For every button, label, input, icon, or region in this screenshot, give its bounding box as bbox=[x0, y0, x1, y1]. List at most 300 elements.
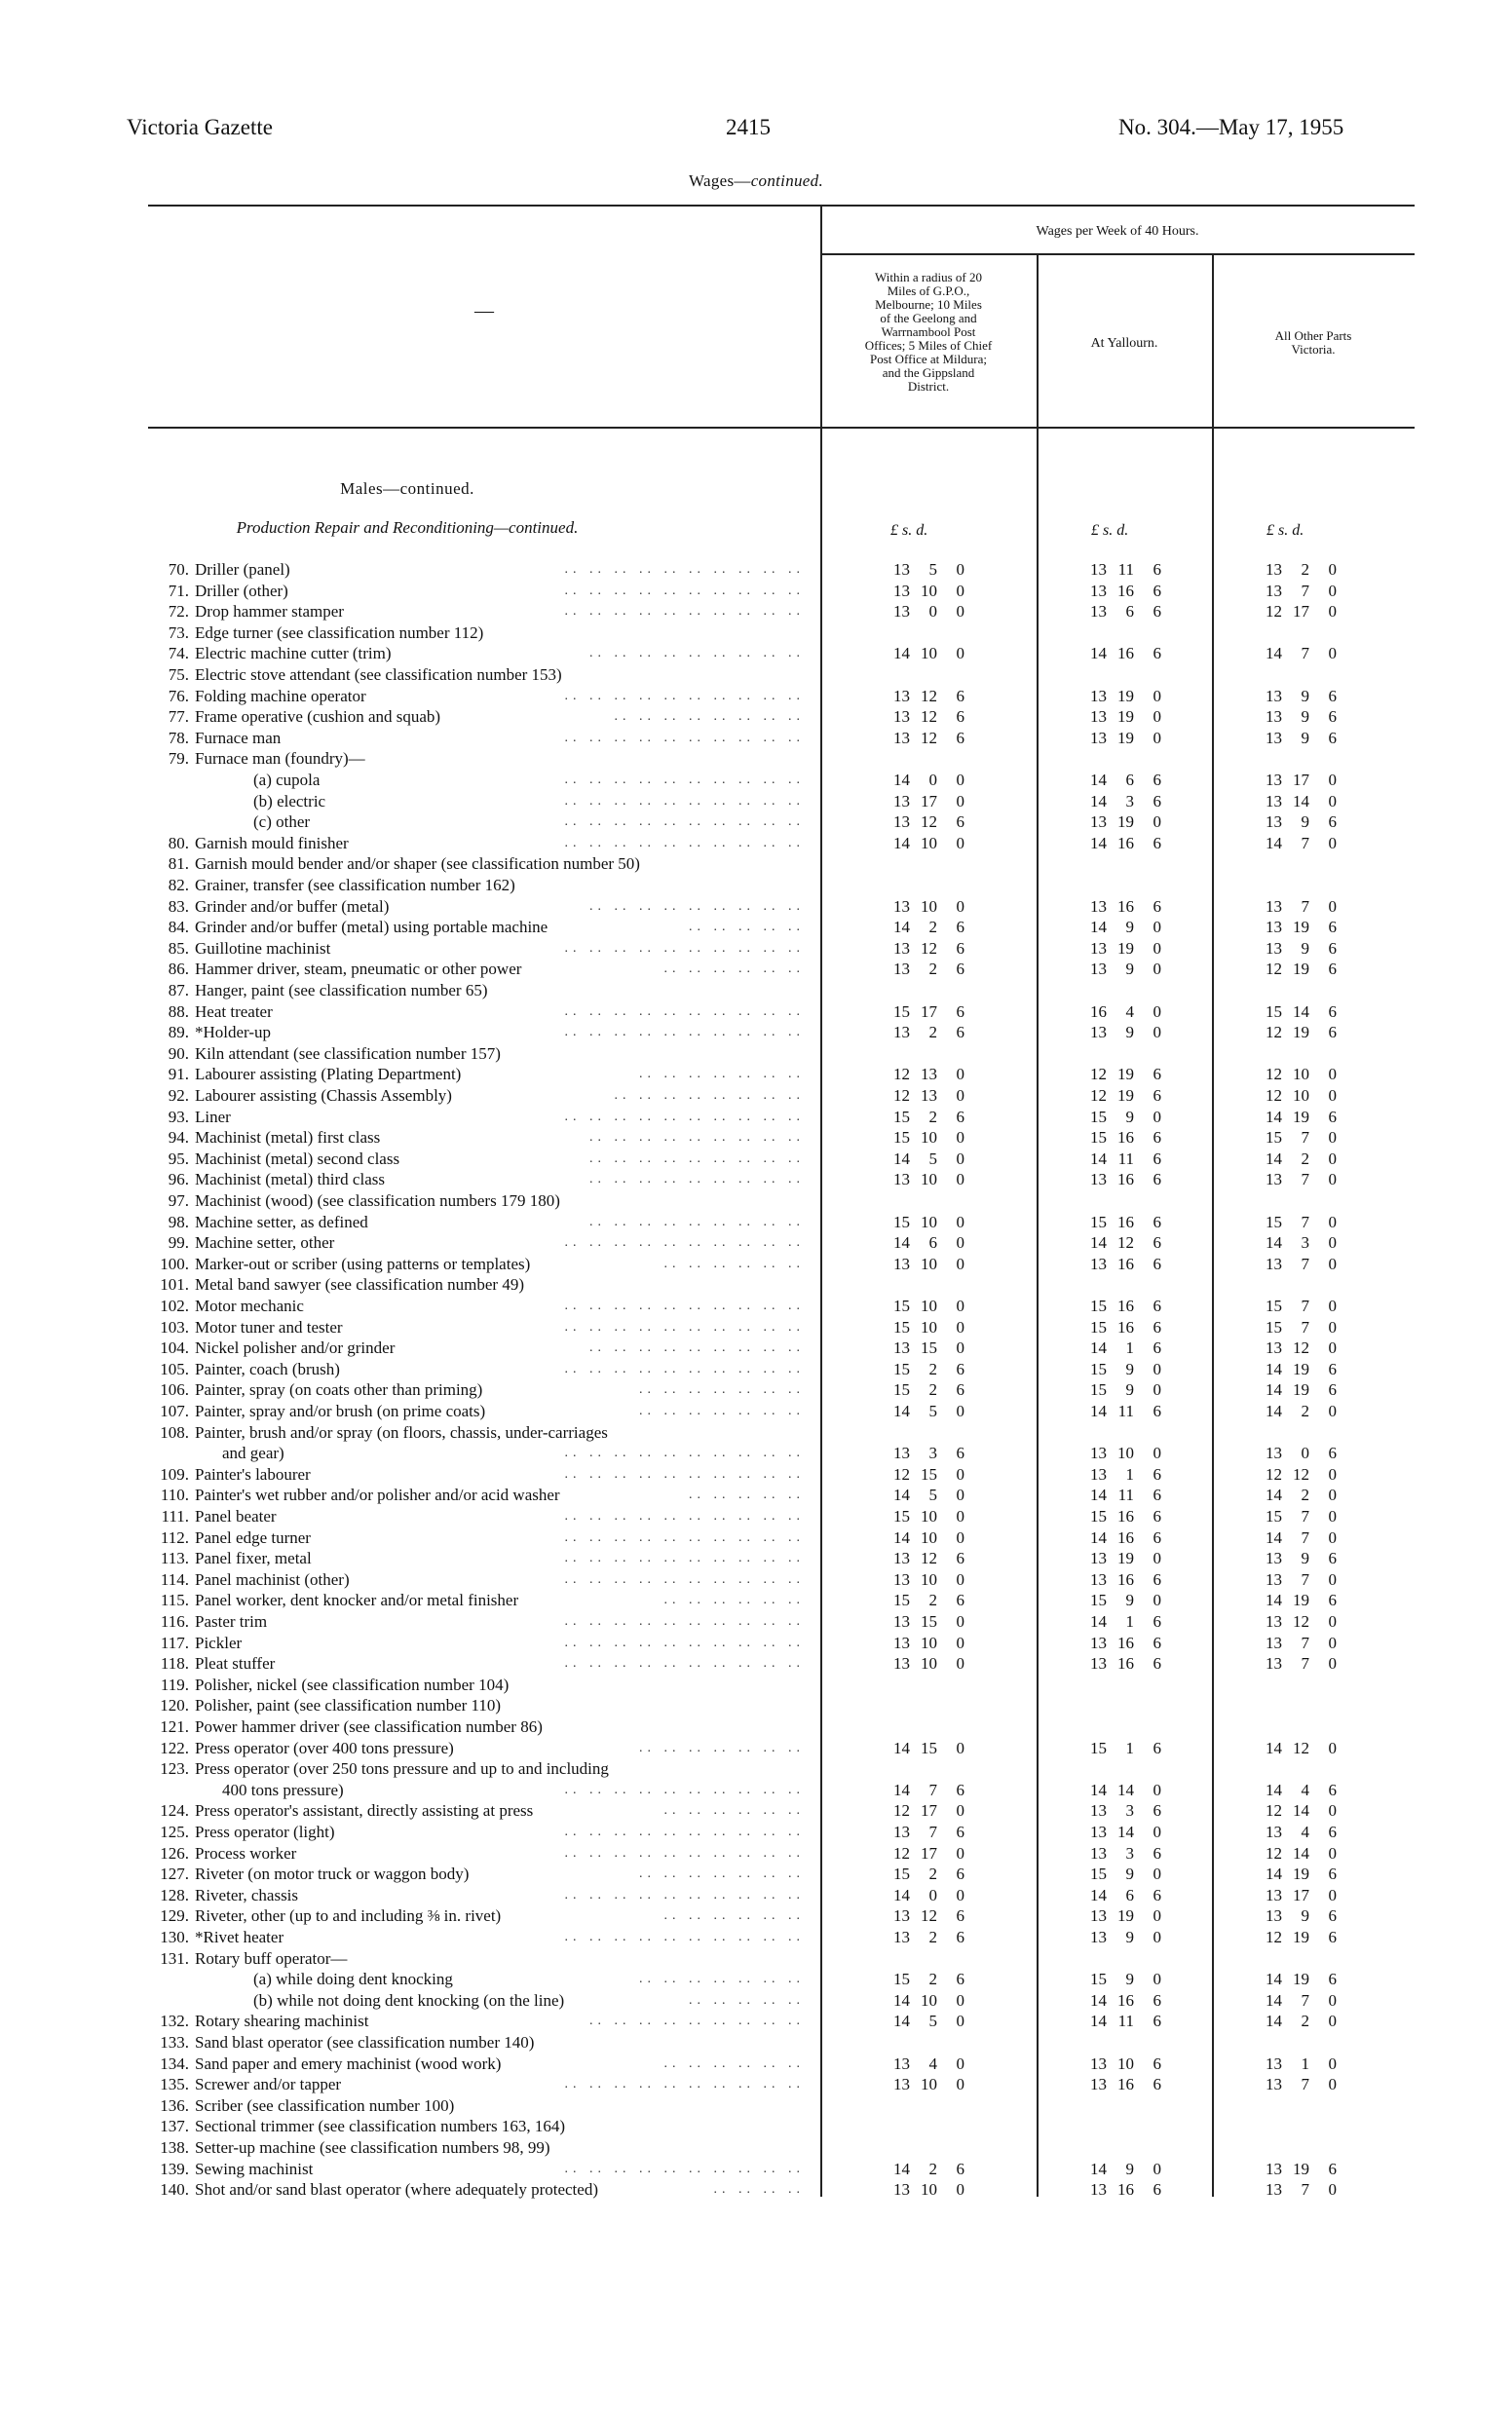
wage-yallourn bbox=[1079, 1001, 1161, 1023]
wage-other-parts-pence: 6 bbox=[1328, 812, 1337, 832]
leader-dots: .. .. .. .. .. .. .. .. .. .. bbox=[564, 1571, 805, 1587]
wage-yallourn-pence: 6 bbox=[1153, 896, 1161, 916]
classification-description: Setter-up machine (see classification numbers 98, 99) bbox=[195, 2138, 550, 2157]
leader-dots: .. .. .. .. .. .. .. .. .. .. bbox=[564, 1635, 805, 1650]
wage-yallourn-pence: 0 bbox=[1153, 1359, 1161, 1378]
wage-other-parts-shillings: 7 bbox=[1301, 1128, 1309, 1148]
table-row bbox=[0, 1527, 1512, 1549]
wage-yallourn bbox=[1079, 1506, 1161, 1527]
table-row bbox=[0, 581, 1512, 602]
wage-yallourn bbox=[1079, 1317, 1161, 1338]
page-number: 2415 bbox=[726, 115, 771, 139]
wage-melbourne-shillings: 3 bbox=[928, 1444, 937, 1463]
wage-melbourne-shillings: 10 bbox=[921, 1297, 937, 1315]
wage-melbourne bbox=[883, 1232, 964, 1254]
table-row bbox=[0, 1506, 1512, 1527]
wage-other-parts bbox=[1255, 1338, 1337, 1359]
wage-yallourn-pence: 6 bbox=[1153, 560, 1161, 579]
wage-yallourn-pence: 6 bbox=[1153, 644, 1161, 663]
wage-melbourne-shillings: 2 bbox=[928, 1928, 937, 1946]
classification-description: Furnace man (foundry)— bbox=[195, 749, 365, 769]
table-row bbox=[0, 1422, 1512, 1444]
wage-yallourn bbox=[1079, 938, 1161, 960]
classification-number: 75. bbox=[168, 665, 189, 684]
wage-yallourn-pounds: 13 bbox=[1090, 1633, 1107, 1652]
classification-number: 79. bbox=[168, 749, 189, 769]
wage-melbourne-pence: 0 bbox=[956, 2054, 964, 2073]
wage-yallourn-pounds: 14 bbox=[1090, 1233, 1107, 1253]
wage-other-parts bbox=[1255, 1169, 1337, 1190]
wage-yallourn-pounds: 13 bbox=[1090, 581, 1107, 600]
wage-melbourne-shillings: 2 bbox=[928, 1591, 937, 1610]
wage-yallourn-pounds: 13 bbox=[1090, 602, 1107, 622]
wage-other-parts bbox=[1255, 1359, 1337, 1380]
wage-yallourn-shillings: 11 bbox=[1117, 1402, 1134, 1420]
table-row bbox=[0, 1695, 1512, 1716]
table-row bbox=[0, 2159, 1512, 2180]
table-row bbox=[0, 559, 1512, 581]
wage-other-parts-pence: 6 bbox=[1328, 686, 1337, 705]
wage-melbourne-pounds: 13 bbox=[893, 560, 910, 579]
wage-yallourn-shillings: 16 bbox=[1117, 1317, 1134, 1337]
wage-melbourne-pence: 6 bbox=[956, 1444, 964, 1463]
wage-yallourn-shillings: 6 bbox=[1125, 602, 1134, 622]
wage-yallourn-shillings: 9 bbox=[1125, 1359, 1134, 1378]
classification-number: 116. bbox=[160, 1612, 189, 1631]
table-row bbox=[0, 811, 1512, 833]
classification-number: 107. bbox=[160, 1402, 189, 1420]
wage-melbourne-pounds: 13 bbox=[893, 938, 910, 958]
wage-yallourn-pounds: 15 bbox=[1090, 1297, 1107, 1315]
wage-other-parts-shillings: 9 bbox=[1301, 707, 1309, 727]
classification-number: 109. bbox=[160, 1464, 189, 1484]
classification-number: 72. bbox=[168, 602, 189, 622]
wage-melbourne bbox=[883, 1885, 964, 1906]
wage-melbourne-pence: 6 bbox=[956, 686, 964, 705]
classification-description: Press operator (over 250 tons pressure and up to and including bbox=[195, 1759, 609, 1779]
wage-melbourne-pence: 6 bbox=[956, 1001, 964, 1021]
wage-other-parts-pence: 6 bbox=[1328, 707, 1337, 727]
wage-melbourne bbox=[883, 2159, 964, 2180]
classification-description: Painter's labourer bbox=[195, 1464, 311, 1484]
classification-number: 84. bbox=[168, 918, 189, 937]
classification-number: 128. bbox=[160, 1885, 189, 1904]
wage-yallourn bbox=[1079, 1379, 1161, 1401]
wage-other-parts-shillings: 17 bbox=[1293, 771, 1309, 789]
wage-yallourn-pounds: 13 bbox=[1090, 938, 1107, 958]
wage-melbourne-shillings: 10 bbox=[921, 1212, 937, 1231]
classification-number: 134. bbox=[160, 2054, 189, 2073]
wage-yallourn-shillings: 9 bbox=[1125, 1380, 1134, 1400]
wage-yallourn bbox=[1079, 1548, 1161, 1569]
wage-melbourne-shillings: 15 bbox=[921, 1464, 937, 1484]
column-header-other-parts-line: All Other Parts bbox=[1274, 328, 1352, 343]
table-row bbox=[0, 917, 1512, 938]
wage-other-parts bbox=[1255, 1864, 1337, 1885]
wage-melbourne-shillings: 6 bbox=[928, 1233, 937, 1253]
wage-melbourne-pence: 0 bbox=[956, 1170, 964, 1189]
wage-yallourn-pounds: 15 bbox=[1090, 1865, 1107, 1884]
wage-melbourne-pence: 0 bbox=[956, 1843, 964, 1863]
leader-dots: .. .. .. .. .. .. .. .. .. .. bbox=[564, 1887, 805, 1903]
table-row bbox=[0, 791, 1512, 812]
wage-melbourne-pounds: 13 bbox=[893, 1023, 910, 1042]
wage-other-parts-pounds: 13 bbox=[1266, 560, 1282, 579]
wage-other-parts-pounds: 13 bbox=[1266, 1823, 1282, 1841]
classification-number: 113. bbox=[160, 1549, 189, 1568]
wage-other-parts bbox=[1255, 1548, 1337, 1569]
classification-description: (b) electric bbox=[253, 791, 326, 810]
leader-dots: .. .. .. .. .. .. .. bbox=[639, 1740, 805, 1755]
wage-yallourn bbox=[1079, 1822, 1161, 1843]
wage-other-parts-pounds: 13 bbox=[1266, 1170, 1282, 1189]
wage-yallourn-pounds: 13 bbox=[1090, 1464, 1107, 1484]
wage-yallourn-pence: 0 bbox=[1153, 707, 1161, 727]
wage-other-parts bbox=[1255, 1232, 1337, 1254]
classification-description: (a) while doing dent knocking bbox=[253, 1970, 453, 1989]
wage-yallourn bbox=[1079, 811, 1161, 833]
wage-melbourne-pence: 6 bbox=[956, 1780, 964, 1799]
classification-description: Liner bbox=[195, 1107, 231, 1126]
wage-yallourn bbox=[1079, 1633, 1161, 1654]
leader-dots: .. .. .. .. .. bbox=[689, 1992, 805, 2008]
table-row bbox=[0, 1905, 1512, 1927]
table-row bbox=[0, 728, 1512, 749]
wage-yallourn-pounds: 13 bbox=[1090, 1843, 1107, 1863]
wage-yallourn-pounds: 13 bbox=[1090, 1170, 1107, 1189]
leader-dots: .. .. .. .. .. .. .. .. .. bbox=[589, 1340, 805, 1356]
wage-other-parts-pence: 0 bbox=[1328, 1486, 1337, 1505]
wage-other-parts-pence: 0 bbox=[1328, 2180, 1337, 2200]
wage-melbourne-shillings: 2 bbox=[928, 918, 937, 937]
classification-number: 82. bbox=[168, 876, 189, 894]
wage-melbourne bbox=[883, 1780, 964, 1801]
wage-melbourne-pounds: 14 bbox=[893, 1402, 910, 1420]
leader-dots: .. .. .. .. .. .. .. .. .. bbox=[589, 1150, 805, 1166]
wage-melbourne-pounds: 13 bbox=[893, 707, 910, 727]
wage-yallourn-pence: 0 bbox=[1153, 1380, 1161, 1400]
leader-dots: .. .. .. .. .. .. bbox=[663, 1908, 805, 1924]
wage-other-parts-pence: 6 bbox=[1328, 1865, 1337, 1884]
wage-yallourn-shillings: 19 bbox=[1117, 1086, 1134, 1105]
wage-other-parts-pence: 0 bbox=[1328, 1233, 1337, 1253]
wage-melbourne-pounds: 13 bbox=[893, 2075, 910, 2094]
wage-melbourne-pounds: 14 bbox=[893, 1885, 910, 1904]
wage-other-parts bbox=[1255, 1885, 1337, 1906]
classification-number: 93. bbox=[168, 1107, 189, 1126]
table-row bbox=[0, 1379, 1512, 1401]
table-row bbox=[0, 896, 1512, 918]
classification-description: Painter, coach (brush) bbox=[195, 1359, 340, 1378]
wage-yallourn-pence: 6 bbox=[1153, 1254, 1161, 1273]
wage-yallourn-pence: 6 bbox=[1153, 1317, 1161, 1337]
wage-other-parts bbox=[1255, 1485, 1337, 1506]
wage-melbourne-pence: 0 bbox=[956, 1507, 964, 1526]
wage-other-parts-shillings: 4 bbox=[1301, 1823, 1309, 1841]
wage-melbourne-pounds: 15 bbox=[893, 1970, 910, 1989]
wage-other-parts-pence: 0 bbox=[1328, 1654, 1337, 1674]
table-row bbox=[0, 1464, 1512, 1486]
leader-dots: .. .. .. .. .. .. .. .. .. .. bbox=[564, 1003, 805, 1019]
wage-other-parts-shillings: 3 bbox=[1301, 1233, 1309, 1253]
wage-yallourn-shillings: 16 bbox=[1117, 1297, 1134, 1315]
leader-dots: .. .. .. .. .. .. .. .. .. .. bbox=[564, 1551, 805, 1566]
table-row bbox=[0, 1190, 1512, 1212]
leader-dots: .. .. .. .. .. bbox=[689, 1488, 805, 1503]
wage-melbourne-shillings: 5 bbox=[928, 2012, 937, 2031]
leader-dots: .. .. .. .. .. .. .. .. .. .. bbox=[564, 940, 805, 956]
wage-yallourn-shillings: 16 bbox=[1117, 1128, 1134, 1148]
classification-number: 108. bbox=[160, 1422, 189, 1442]
table-row bbox=[0, 1485, 1512, 1506]
classification-number: 137. bbox=[160, 2117, 189, 2136]
wage-melbourne-pence: 0 bbox=[956, 1317, 964, 1337]
wage-melbourne bbox=[883, 1611, 964, 1633]
table-row bbox=[0, 1822, 1512, 1843]
wage-melbourne-pounds: 15 bbox=[893, 1001, 910, 1021]
wage-other-parts bbox=[1255, 1800, 1337, 1822]
table-row bbox=[0, 2074, 1512, 2095]
wage-other-parts-pence: 0 bbox=[1328, 1317, 1337, 1337]
wage-melbourne bbox=[883, 1359, 964, 1380]
wage-yallourn-pounds: 14 bbox=[1090, 833, 1107, 852]
wage-yallourn-pounds: 14 bbox=[1090, 771, 1107, 789]
wage-other-parts-pounds: 14 bbox=[1266, 1233, 1282, 1253]
leader-dots: .. .. .. .. .. .. .. .. .. .. bbox=[564, 793, 805, 809]
classification-description: Machinist (metal) second class bbox=[195, 1149, 400, 1168]
wage-yallourn-pence: 6 bbox=[1153, 833, 1161, 852]
wage-other-parts-pounds: 12 bbox=[1266, 1065, 1282, 1084]
classification-description: Nickel polisher and/or grinder bbox=[195, 1338, 396, 1358]
wage-yallourn-shillings: 19 bbox=[1117, 707, 1134, 727]
classification-number: 123. bbox=[160, 1759, 189, 1779]
classification-description: Sand blast operator (see classification number 140) bbox=[195, 2033, 535, 2052]
classification-description: Motor mechanic bbox=[195, 1297, 304, 1315]
table-row bbox=[0, 938, 1512, 960]
classification-description: Rotary shearing machinist bbox=[195, 2012, 369, 2031]
wage-yallourn bbox=[1079, 770, 1161, 791]
leader-dots: .. .. .. .. .. .. .. .. .. .. bbox=[564, 814, 805, 830]
classification-number: 98. bbox=[168, 1212, 189, 1231]
classification-number: 121. bbox=[160, 1717, 189, 1736]
wage-melbourne bbox=[883, 959, 964, 980]
wage-other-parts bbox=[1255, 2159, 1337, 2180]
wage-other-parts-pounds: 14 bbox=[1266, 644, 1282, 663]
wage-yallourn-pence: 0 bbox=[1153, 2159, 1161, 2178]
wage-other-parts-pounds: 13 bbox=[1266, 1633, 1282, 1652]
leader-dots: .. .. .. .. .. .. .. .. .. .. bbox=[564, 1782, 805, 1797]
wage-melbourne-pence: 0 bbox=[956, 1338, 964, 1358]
wage-yallourn-shillings: 16 bbox=[1117, 896, 1134, 916]
wage-melbourne-pounds: 14 bbox=[893, 918, 910, 937]
section-heading: Production Repair and Reconditioning—continued. bbox=[236, 518, 579, 537]
wage-other-parts-pounds: 13 bbox=[1266, 728, 1282, 747]
wage-melbourne bbox=[883, 917, 964, 938]
classification-description: Panel machinist (other) bbox=[195, 1569, 350, 1589]
wage-other-parts-pence: 0 bbox=[1328, 2075, 1337, 2094]
classification-description: Guillotine machinist bbox=[195, 938, 331, 958]
wage-yallourn-pence: 0 bbox=[1153, 1591, 1161, 1610]
wage-yallourn-pence: 6 bbox=[1153, 771, 1161, 789]
wage-other-parts bbox=[1255, 581, 1337, 602]
wage-other-parts-shillings: 7 bbox=[1301, 1633, 1309, 1652]
wage-yallourn-pence: 6 bbox=[1153, 1990, 1161, 2010]
wage-yallourn-pounds: 15 bbox=[1090, 1128, 1107, 1148]
wage-yallourn bbox=[1079, 1149, 1161, 1170]
wage-other-parts bbox=[1255, 1379, 1337, 1401]
wage-melbourne-pence: 0 bbox=[956, 1254, 964, 1273]
classification-description: Machine setter, as defined bbox=[195, 1212, 368, 1231]
wage-other-parts-shillings: 19 bbox=[1293, 960, 1309, 979]
wage-melbourne-pence: 6 bbox=[956, 1107, 964, 1126]
wage-other-parts-shillings: 7 bbox=[1301, 1507, 1309, 1526]
wage-melbourne bbox=[883, 581, 964, 602]
classification-description: Polisher, paint (see classification number 110) bbox=[195, 1696, 502, 1715]
wage-yallourn-shillings: 16 bbox=[1117, 833, 1134, 852]
wage-other-parts-pence: 6 bbox=[1328, 1591, 1337, 1610]
classification-description: Rotary buff operator— bbox=[195, 1948, 348, 1968]
wage-melbourne-pence: 6 bbox=[956, 1906, 964, 1926]
table-row bbox=[0, 959, 1512, 980]
wage-other-parts-shillings: 19 bbox=[1293, 1865, 1309, 1884]
leader-dots: .. .. .. .. .. .. bbox=[663, 1593, 805, 1608]
wage-other-parts-shillings: 12 bbox=[1293, 1338, 1309, 1358]
wage-melbourne bbox=[883, 1001, 964, 1023]
wage-other-parts-pence: 0 bbox=[1328, 1338, 1337, 1358]
classification-description: Paster trim bbox=[195, 1612, 268, 1631]
wage-yallourn-pence: 0 bbox=[1153, 1823, 1161, 1841]
wage-melbourne-pounds: 15 bbox=[893, 1107, 910, 1126]
wage-melbourne-shillings: 12 bbox=[921, 686, 937, 705]
wage-yallourn-shillings: 11 bbox=[1117, 2012, 1134, 2031]
wage-yallourn-pounds: 14 bbox=[1090, 1486, 1107, 1505]
classification-number: 81. bbox=[168, 854, 189, 874]
wage-yallourn-shillings: 12 bbox=[1117, 1233, 1134, 1253]
wage-other-parts-pounds: 12 bbox=[1266, 1464, 1282, 1484]
wage-yallourn-shillings: 16 bbox=[1117, 1170, 1134, 1189]
wage-other-parts-pounds: 13 bbox=[1266, 1612, 1282, 1631]
wage-melbourne-pounds: 15 bbox=[893, 1359, 910, 1378]
wage-yallourn-pence: 6 bbox=[1153, 1569, 1161, 1589]
leader-dots: .. .. .. .. .. .. .. .. .. .. bbox=[564, 1529, 805, 1545]
wage-other-parts-pence: 0 bbox=[1328, 1464, 1337, 1484]
wage-melbourne bbox=[883, 2054, 964, 2075]
wage-other-parts bbox=[1255, 1443, 1337, 1464]
wage-yallourn-pounds: 14 bbox=[1090, 918, 1107, 937]
classification-number: 130. bbox=[160, 1928, 189, 1946]
units-col1: £ s. d. bbox=[890, 522, 928, 539]
wage-melbourne bbox=[883, 1212, 964, 1233]
table-row bbox=[0, 1043, 1512, 1065]
wage-melbourne bbox=[883, 706, 964, 728]
wage-other-parts-pounds: 13 bbox=[1266, 707, 1282, 727]
wage-other-parts-pence: 0 bbox=[1328, 896, 1337, 916]
wage-melbourne bbox=[883, 1169, 964, 1190]
group-header-rule bbox=[820, 253, 1415, 255]
wage-other-parts-shillings: 19 bbox=[1293, 2159, 1309, 2178]
wage-yallourn-pounds: 15 bbox=[1090, 1212, 1107, 1231]
wage-melbourne bbox=[883, 1022, 964, 1043]
classification-number: 127. bbox=[160, 1865, 189, 1884]
leader-dots: .. .. .. .. .. .. .. .. .. .. bbox=[564, 562, 805, 577]
wage-melbourne bbox=[883, 1822, 964, 1843]
wage-other-parts-pounds: 14 bbox=[1266, 1780, 1282, 1799]
classification-description: Power hammer driver (see classification number 86) bbox=[195, 1717, 543, 1736]
wage-melbourne bbox=[883, 770, 964, 791]
leader-dots: .. .. .. .. .. .. bbox=[663, 961, 805, 977]
wage-other-parts-pence: 0 bbox=[1328, 1254, 1337, 1273]
leader-dots: .. .. .. .. .. .. .. .. .. .. bbox=[564, 730, 805, 745]
wage-yallourn-shillings: 11 bbox=[1117, 1486, 1134, 1505]
wage-yallourn-pounds: 14 bbox=[1090, 1338, 1107, 1358]
wage-yallourn-shillings: 19 bbox=[1117, 1549, 1134, 1568]
wage-other-parts-pence: 0 bbox=[1328, 791, 1337, 810]
wage-yallourn bbox=[1079, 559, 1161, 581]
wage-melbourne-pounds: 12 bbox=[893, 1843, 910, 1863]
wage-yallourn-pence: 6 bbox=[1153, 1086, 1161, 1105]
wage-melbourne-shillings: 10 bbox=[921, 1990, 937, 2010]
wage-yallourn-pence: 6 bbox=[1153, 1149, 1161, 1168]
wage-other-parts bbox=[1255, 896, 1337, 918]
wage-other-parts-pence: 0 bbox=[1328, 771, 1337, 789]
wage-other-parts bbox=[1255, 1401, 1337, 1422]
wage-yallourn-pence: 6 bbox=[1153, 1654, 1161, 1674]
classification-description: Sand paper and emery machinist (wood work) bbox=[195, 2054, 502, 2073]
table-row bbox=[0, 1800, 1512, 1822]
classification-description: 400 tons pressure) bbox=[222, 1780, 344, 1799]
wage-melbourne-pounds: 15 bbox=[893, 1380, 910, 1400]
wage-other-parts-pence: 0 bbox=[1328, 2054, 1337, 2073]
wage-other-parts-shillings: 7 bbox=[1301, 1254, 1309, 1273]
classification-number: 133. bbox=[160, 2033, 189, 2052]
wage-yallourn bbox=[1079, 1169, 1161, 1190]
wage-yallourn-pounds: 13 bbox=[1090, 728, 1107, 747]
column-header-other-parts bbox=[1212, 329, 1415, 357]
wage-melbourne-shillings: 13 bbox=[921, 1065, 937, 1084]
wage-yallourn-shillings: 9 bbox=[1125, 1591, 1134, 1610]
classification-description: Riveter, other (up to and including ⅜ in. rivet) bbox=[195, 1906, 502, 1926]
table-top-rule bbox=[148, 205, 1415, 207]
wage-melbourne-shillings: 10 bbox=[921, 833, 937, 852]
classification-description: Edge turner (see classification number 112) bbox=[195, 622, 484, 642]
wage-yallourn-shillings: 11 bbox=[1117, 560, 1134, 579]
classification-description: Garnish mould bender and/or shaper (see classification number 50) bbox=[195, 854, 640, 874]
wage-melbourne-shillings: 12 bbox=[921, 938, 937, 958]
wage-melbourne-pence: 0 bbox=[956, 2012, 964, 2031]
wage-other-parts-shillings: 14 bbox=[1293, 791, 1309, 810]
wage-other-parts-pounds: 14 bbox=[1266, 833, 1282, 852]
wage-yallourn bbox=[1079, 686, 1161, 707]
wage-other-parts-shillings: 19 bbox=[1293, 918, 1309, 937]
leader-dots: .. .. .. .. .. .. .. .. .. .. bbox=[564, 2161, 805, 2176]
classification-number: 138. bbox=[160, 2138, 189, 2157]
leader-dots: .. .. .. .. .. .. .. .. .. .. bbox=[564, 1509, 805, 1524]
wage-yallourn-pence: 6 bbox=[1153, 581, 1161, 600]
classification-description: Labourer assisting (Chassis Assembly) bbox=[195, 1086, 452, 1105]
wage-yallourn-pounds: 14 bbox=[1090, 1402, 1107, 1420]
wage-yallourn-pounds: 13 bbox=[1090, 1801, 1107, 1821]
wage-melbourne-shillings: 12 bbox=[921, 728, 937, 747]
classification-description: Sectional trimmer (see classification numbers 163, 164) bbox=[195, 2117, 566, 2136]
wage-melbourne bbox=[883, 2011, 964, 2032]
table-row bbox=[0, 1548, 1512, 1569]
wage-melbourne-shillings: 2 bbox=[928, 1023, 937, 1042]
wage-yallourn bbox=[1079, 1085, 1161, 1107]
wage-yallourn bbox=[1079, 959, 1161, 980]
leader-dots: .. .. .. .. .. .. .. .. .. .. bbox=[564, 1025, 805, 1040]
wage-yallourn-pence: 0 bbox=[1153, 1444, 1161, 1463]
wage-melbourne-shillings: 10 bbox=[921, 1507, 937, 1526]
